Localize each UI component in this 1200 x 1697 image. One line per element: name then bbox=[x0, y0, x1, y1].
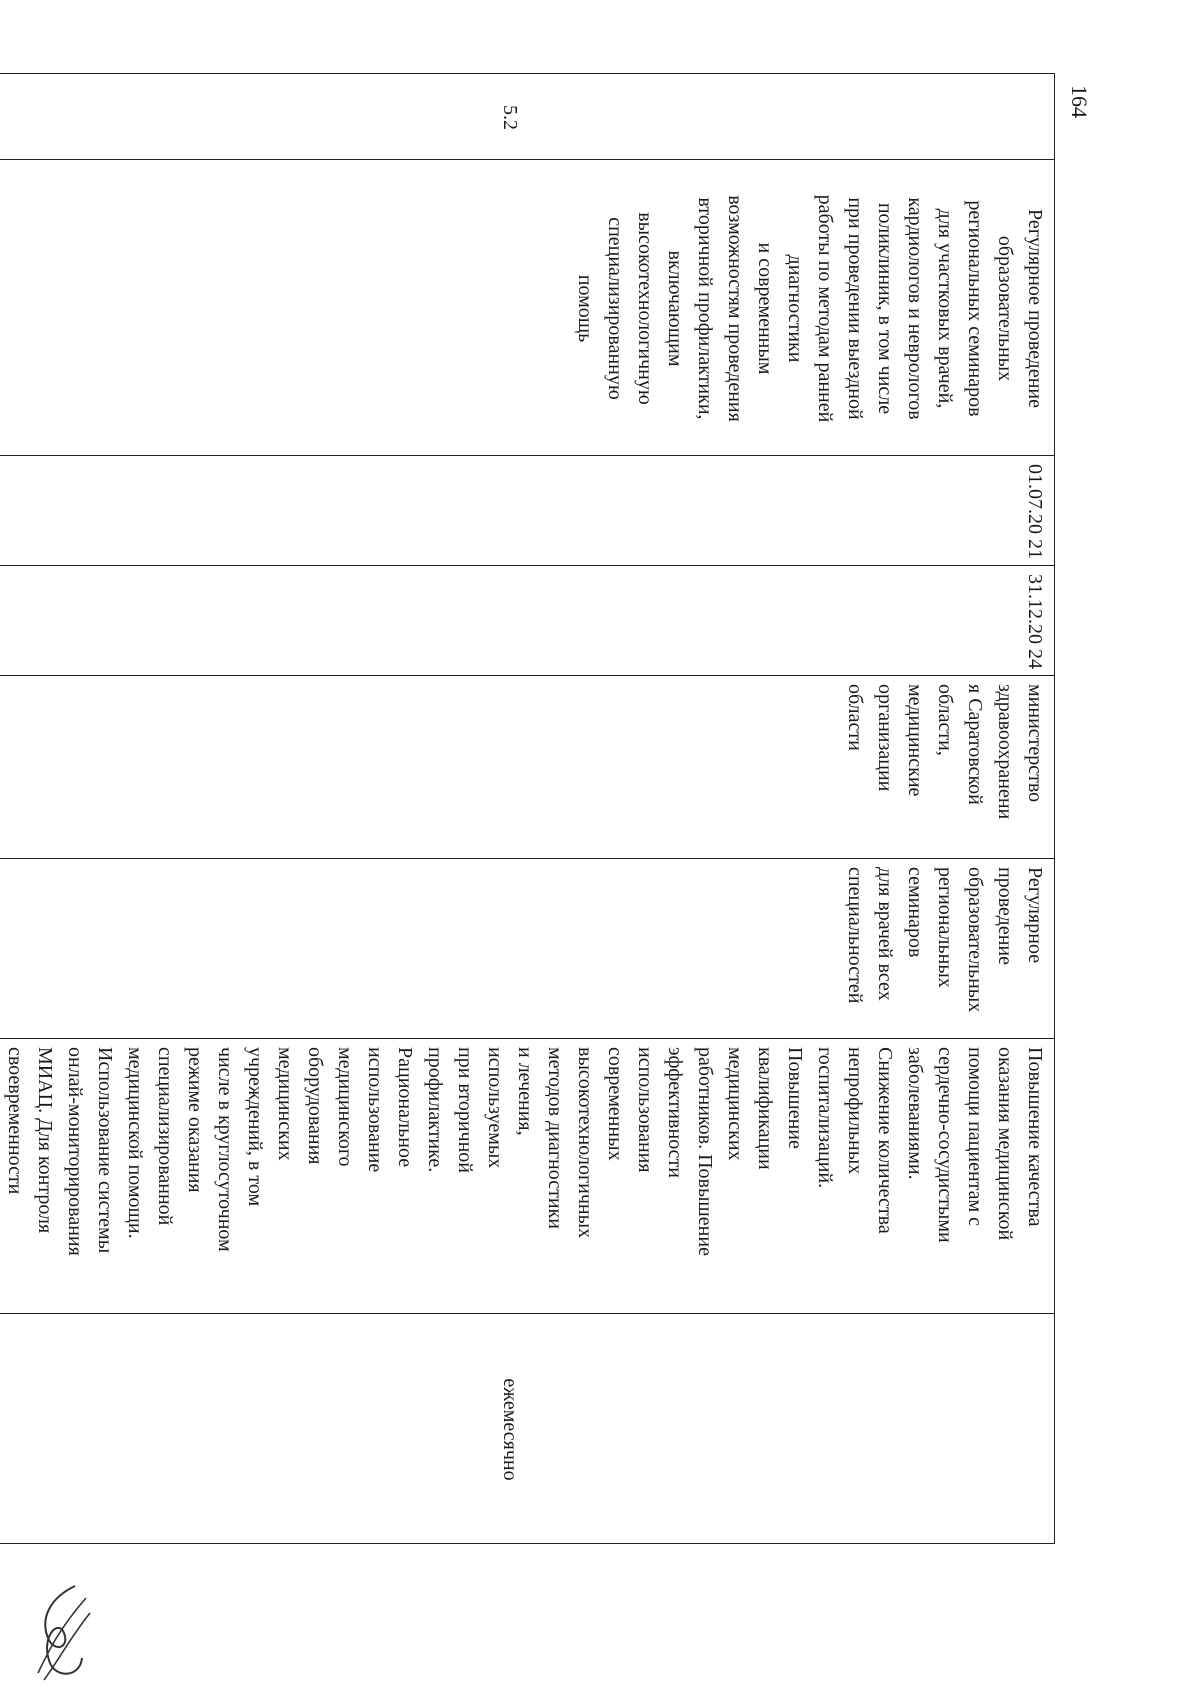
activity-line: высокотехнологичную bbox=[634, 212, 656, 405]
characteristic-line: образовательных bbox=[964, 867, 986, 1013]
page-number-container bbox=[1068, 85, 1098, 145]
activity-line: помощь bbox=[574, 274, 596, 343]
table-row bbox=[0, 74, 1055, 1544]
responsible-line: области bbox=[844, 684, 866, 751]
activity-line: региональных семинаров bbox=[964, 200, 986, 417]
responsible-line: я Саратовской bbox=[964, 684, 986, 805]
activity-line: работы по методам ранней bbox=[814, 194, 836, 423]
result-line: помощи пациентам с bbox=[964, 1047, 986, 1227]
result-line: использования bbox=[634, 1047, 656, 1173]
result-line: госпитализаций. bbox=[814, 1047, 836, 1189]
result-cell bbox=[0, 1039, 1055, 1314]
responsible-cell bbox=[0, 676, 1055, 859]
result-line: своевременности bbox=[4, 1047, 26, 1195]
result-line: эффективности bbox=[664, 1047, 686, 1179]
responsible-line: области, bbox=[934, 684, 956, 756]
start-date: 01.07.20 21 bbox=[0, 456, 1055, 566]
result-line: сердечно-сосудистыми bbox=[934, 1047, 956, 1243]
activity-line: вторичной профилактики, bbox=[694, 197, 716, 420]
responsible-line: здравоохранени bbox=[994, 684, 1016, 820]
activity-cell bbox=[0, 160, 1055, 456]
rotated-table-wrapper bbox=[4, 73, 1055, 1543]
result-line: оборудования bbox=[304, 1047, 326, 1165]
activity-line: Регулярное проведение bbox=[1024, 208, 1046, 409]
result-line: профилактике. bbox=[424, 1047, 446, 1173]
responsible-line: медицинские bbox=[904, 684, 926, 797]
result-line: Снижение количества bbox=[874, 1047, 896, 1234]
result-line: непрофильных bbox=[844, 1047, 866, 1175]
result-line: медицинских bbox=[724, 1047, 746, 1161]
result-line: медицинской помощи. bbox=[124, 1047, 146, 1239]
characteristic-line: специальностей bbox=[844, 867, 866, 1004]
result-line: режиме оказания bbox=[184, 1047, 206, 1193]
result-line: Повышение bbox=[784, 1047, 806, 1149]
result-line: современных bbox=[604, 1047, 626, 1161]
activity-line: кардиологов и неврологов bbox=[904, 197, 926, 420]
page-number: 164 bbox=[1067, 85, 1092, 118]
activity-line: и современным bbox=[754, 242, 776, 375]
result-line: при вторичной bbox=[454, 1047, 476, 1173]
row-number: 5.2 bbox=[0, 74, 1055, 160]
result-line: Рациональное bbox=[394, 1047, 416, 1168]
signature-mark bbox=[20, 1578, 100, 1688]
activity-line: образовательных bbox=[994, 235, 1016, 382]
result-line: МИАЦ. Для контроля bbox=[34, 1047, 56, 1234]
result-line: методов диагностики bbox=[544, 1047, 566, 1229]
result-line: используемых bbox=[484, 1047, 506, 1169]
result-line: заболеваниями. bbox=[904, 1047, 926, 1180]
result-line: Использование системы bbox=[94, 1047, 116, 1254]
result-line: учреждений, в том bbox=[244, 1047, 266, 1207]
result-line: Повышение качества bbox=[1024, 1047, 1046, 1227]
result-line: квалификации bbox=[754, 1047, 776, 1170]
activity-line: для участковых врачей, bbox=[934, 208, 956, 409]
activity-line: специализированную bbox=[604, 217, 626, 400]
result-line: медицинских bbox=[274, 1047, 296, 1161]
characteristic-line: региональных bbox=[934, 867, 956, 988]
characteristic-line: семинаров bbox=[904, 867, 926, 958]
periodicity-cell: ежемесячно bbox=[0, 1314, 1055, 1544]
activity-line: при проведении выездной bbox=[844, 197, 866, 420]
plan-table bbox=[0, 73, 1055, 1544]
result-line: высокотехнологичных bbox=[574, 1047, 596, 1239]
characteristic-line: для врачей всех bbox=[874, 867, 896, 1001]
result-line: медицинского bbox=[334, 1047, 356, 1167]
characteristic-cell bbox=[0, 859, 1055, 1039]
result-line: онлай-мониторирования bbox=[64, 1047, 86, 1256]
activity-line: диагностики bbox=[784, 254, 806, 363]
result-line: специализированной bbox=[154, 1047, 176, 1226]
result-line: числе в круглосуточном bbox=[214, 1047, 236, 1252]
result-line: работников. Повышение bbox=[694, 1047, 716, 1256]
activity-line: возможностям проведения bbox=[724, 195, 746, 422]
result-line: оказания медицинской bbox=[994, 1047, 1016, 1241]
activity-line: поликлиник, в том числе bbox=[874, 202, 896, 415]
result-line: использование bbox=[364, 1047, 386, 1173]
characteristic-line: проведение bbox=[994, 867, 1016, 965]
end-date: 31.12.20 24 bbox=[0, 566, 1055, 676]
responsible-line: организации bbox=[874, 684, 896, 792]
result-line: и лечения, bbox=[514, 1047, 536, 1136]
responsible-line: министерство bbox=[1024, 684, 1046, 803]
activity-line: включающим bbox=[664, 250, 686, 367]
characteristic-line: Регулярное bbox=[1024, 867, 1046, 964]
